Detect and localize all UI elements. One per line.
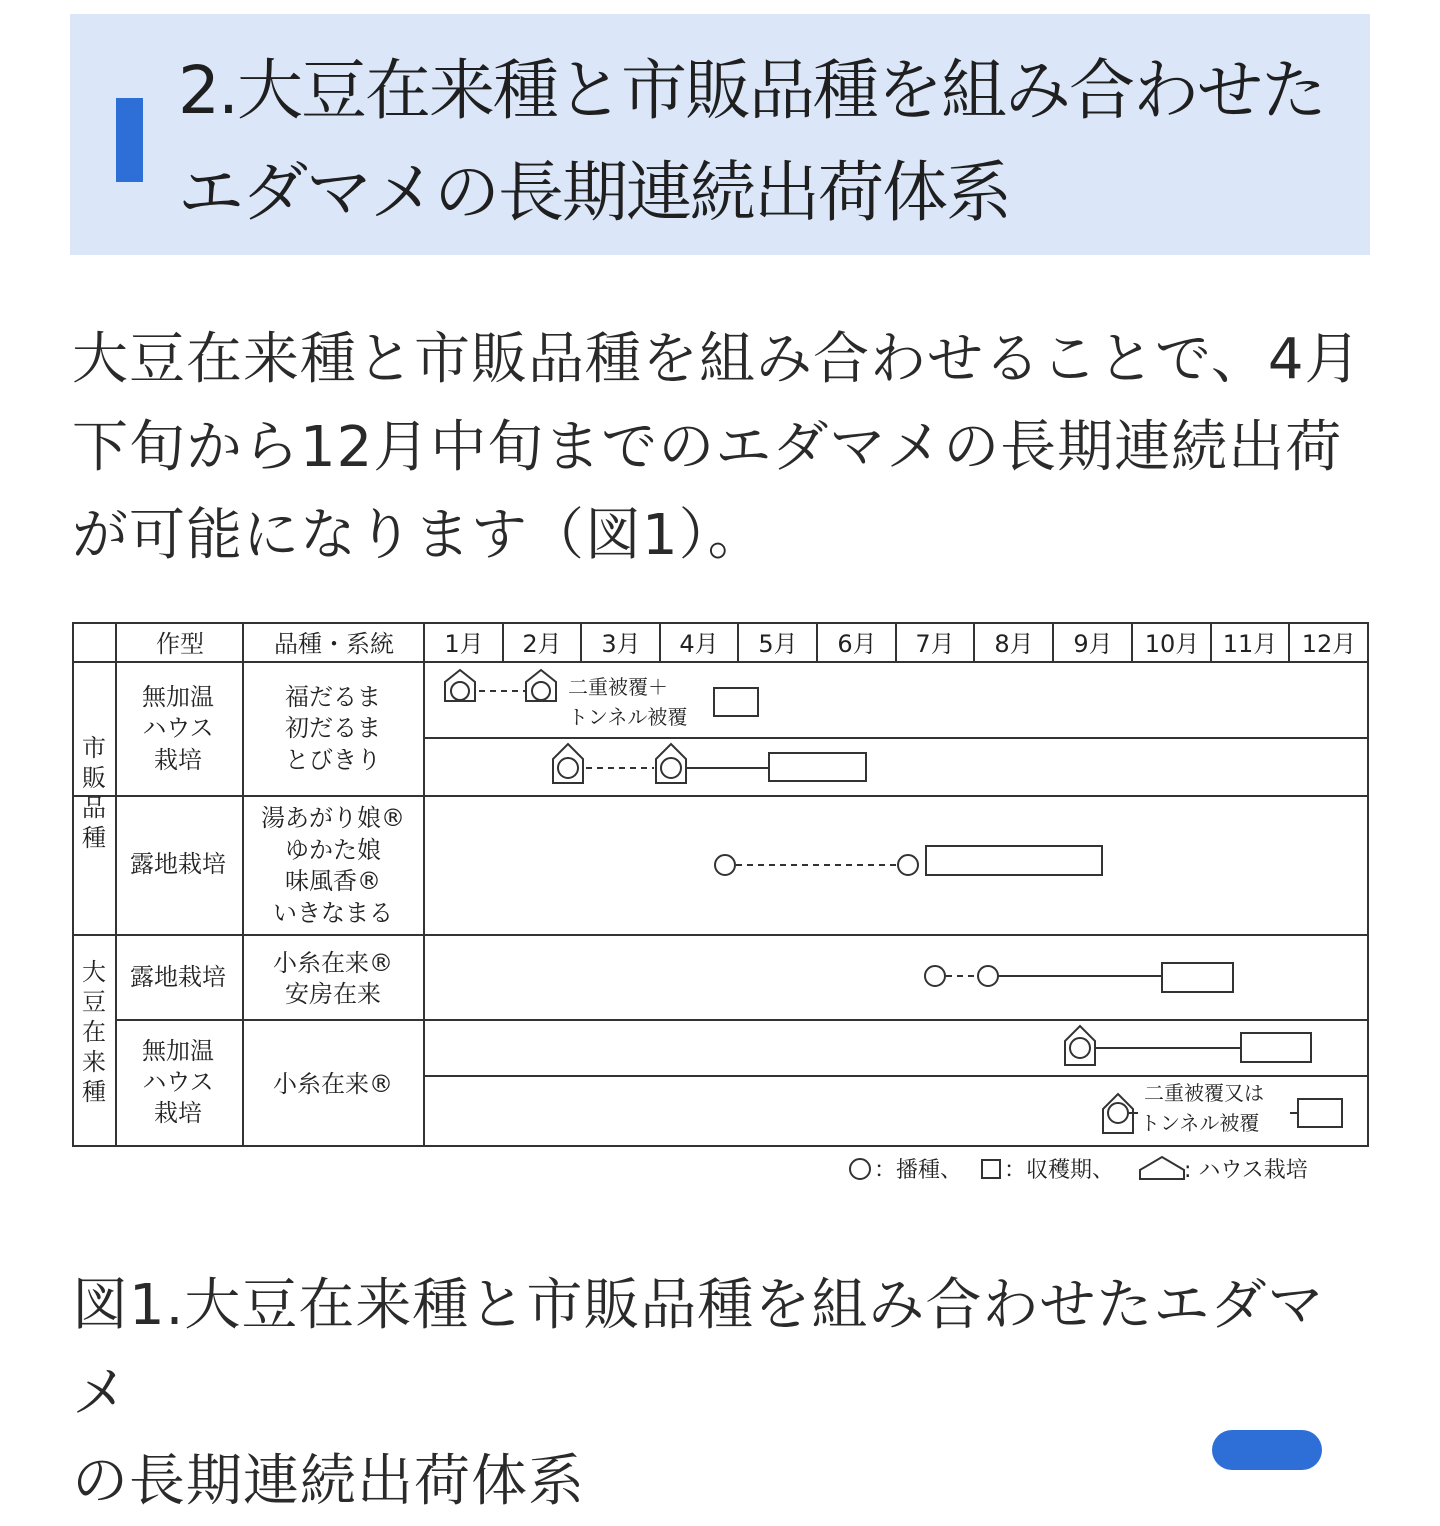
section-heading	[70, 14, 1370, 255]
variety-text: とびきり	[285, 746, 381, 774]
group-commercial-char: 種	[82, 824, 106, 852]
month-label: 6月	[837, 630, 877, 658]
cropping-type-text: 露地栽培	[130, 963, 226, 991]
sowing-circle	[925, 966, 945, 986]
cover-note-text: 二重被覆又は	[1144, 1081, 1264, 1105]
floating-action-button[interactable]	[1212, 1430, 1322, 1470]
month-label: 12月	[1301, 630, 1357, 658]
cover-note-text: トンネル被覆	[1140, 1111, 1260, 1135]
group-native-char: 豆	[82, 988, 106, 1016]
month-label: 7月	[915, 630, 955, 658]
cropping-type-text: ハウス	[142, 1068, 214, 1096]
harvest-box	[1162, 963, 1233, 992]
cropping-type-text: 無加温	[142, 1037, 214, 1065]
legend-sowing-label: ：播種、	[874, 1158, 963, 1183]
group-native-char: 大	[82, 958, 106, 986]
variety-text: 福だるま	[285, 683, 381, 711]
group-native-char: 在	[82, 1018, 106, 1046]
group-commercial-char: 品	[82, 794, 106, 822]
month-label: 1月	[444, 630, 484, 658]
month-label: 3月	[601, 630, 641, 658]
group-commercial-char: 市	[82, 734, 106, 762]
description-line-2: 下旬から12月中旬までのエダマメの長期連続出荷	[72, 415, 1343, 480]
sowing-circle	[451, 682, 469, 700]
header-variety: 品種・系統	[274, 630, 394, 658]
sowing-circle	[978, 966, 998, 986]
month-label: 8月	[994, 630, 1034, 658]
description-paragraph	[72, 316, 1372, 580]
variety-text: 小糸在来®	[273, 949, 393, 977]
sowing-circle	[1108, 1103, 1128, 1123]
cropping-type-column	[130, 683, 226, 1127]
harvest-box	[1298, 1099, 1342, 1127]
month-label: 2月	[522, 630, 562, 658]
cover-note-text: トンネル被覆	[568, 705, 688, 729]
sowing-circle	[661, 758, 681, 778]
variety-text: 安房在来	[285, 980, 381, 1008]
variety-text: ゆかた娘	[285, 836, 381, 864]
cropping-schedule-figure	[72, 622, 1372, 1192]
cropping-type-text: ハウス	[142, 714, 214, 742]
sowing-circle	[1070, 1038, 1090, 1058]
month-label: 5月	[758, 630, 798, 658]
variety-text: いきなまる	[273, 899, 393, 927]
sowing-circle	[558, 758, 578, 778]
variety-text: 湯あがり娘®	[261, 804, 405, 832]
variety-text: 初だるま	[285, 714, 381, 742]
cropping-type-text: 露地栽培	[130, 850, 226, 878]
header-cropping-type: 作型	[156, 630, 204, 658]
sowing-circle	[532, 682, 550, 700]
caption-line-1: 図1.大豆在来種と市販品種を組み合わせたエダマメ	[72, 1273, 1325, 1426]
legend-harvest-icon	[982, 1160, 1000, 1178]
month-label: 10月	[1144, 630, 1200, 658]
harvest-box	[769, 753, 866, 781]
group-labels	[82, 734, 106, 1106]
sowing-circle	[898, 855, 918, 875]
legend-sowing-icon	[850, 1159, 870, 1179]
harvest-box	[714, 688, 758, 716]
cropping-type-text: 無加温	[142, 683, 214, 711]
caption-line-2: の長期連続出荷体系	[72, 1449, 585, 1514]
month-label: 11月	[1222, 630, 1278, 658]
section-title-line-1: 2.大豆在来種と市販品種を組み合わせた	[178, 52, 1325, 129]
cropping-type-text: 栽培	[154, 746, 202, 774]
figure-caption	[72, 1262, 1372, 1526]
month-label: 9月	[1073, 630, 1113, 658]
section-title	[178, 40, 1358, 244]
harvest-box	[1241, 1033, 1311, 1062]
schedule-marks	[445, 670, 1342, 1133]
table-header	[156, 630, 1356, 658]
legend-house-icon	[1140, 1157, 1184, 1179]
group-commercial-char: 販	[82, 764, 106, 792]
description-line-1: 大豆在来種と市販品種を組み合わせることで、4月	[72, 327, 1362, 392]
group-native-char: 来	[82, 1048, 106, 1076]
schedule-table	[72, 622, 1372, 1192]
heading-accent-bar	[116, 98, 143, 182]
section-title-line-2: エダマメの長期連続出荷体系	[178, 154, 1010, 231]
month-label: 4月	[679, 630, 719, 658]
variety-text: 小糸在来®	[273, 1070, 393, 1098]
cover-note-text: 二重被覆＋	[568, 675, 668, 699]
cropping-type-text: 栽培	[154, 1099, 202, 1127]
description-line-3: が可能になります（図1）。	[72, 503, 765, 568]
legend-house-label: : ハウス栽培	[1184, 1158, 1308, 1183]
group-native-char: 種	[82, 1078, 106, 1106]
legend-harvest-label: ：収穫期、	[1004, 1158, 1115, 1183]
variety-text: 味風香®	[285, 867, 381, 895]
figure-legend	[850, 1157, 1308, 1183]
variety-column	[261, 683, 405, 1098]
sowing-circle	[715, 855, 735, 875]
harvest-box	[926, 846, 1102, 875]
